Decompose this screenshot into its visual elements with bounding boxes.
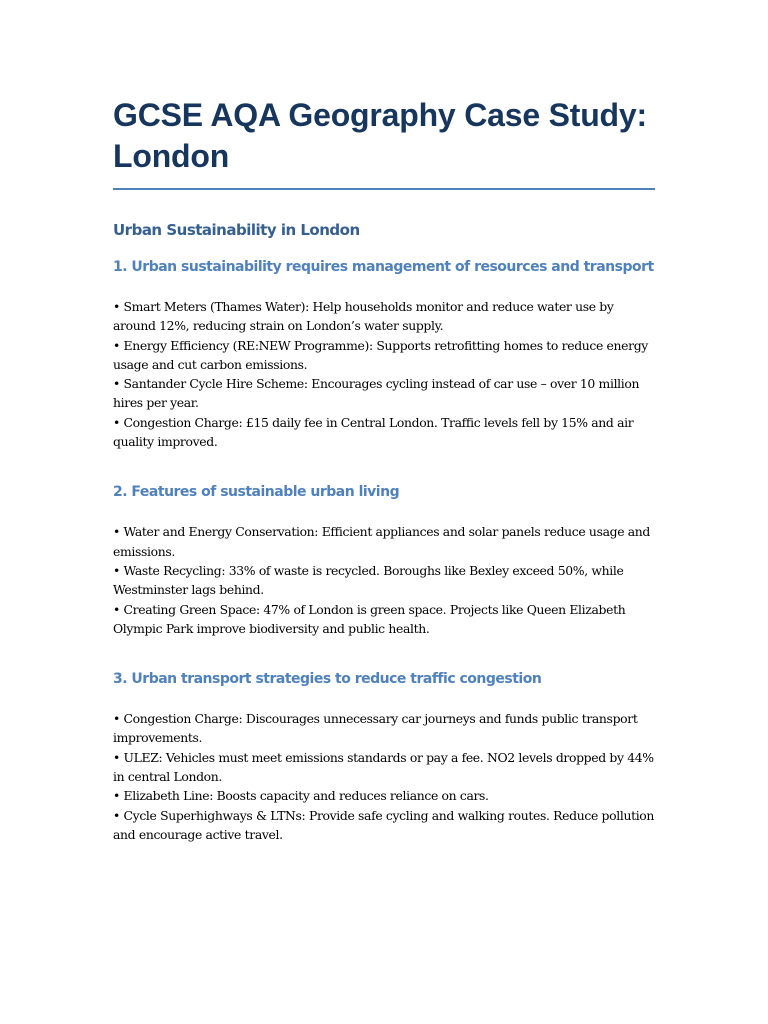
bullet-list: [113, 522, 658, 638]
list-item: • Smart Meters (Thames Water): Help households monitor and reduce water use by around 12%, reducing strain on London’s water supply.: [113, 299, 614, 334]
section-transport-strategies: [113, 669, 658, 844]
section-sustainable-living: [113, 482, 658, 638]
section-heading: 1. Urban sustainability requires management of resources and transport: [113, 259, 654, 275]
list-item: • Energy Efficiency (RE:NEW Programme): Supports retrofitting homes to reduce energy usage and cut carbon emissions.: [113, 337, 648, 372]
list-item: • Congestion Charge: Discourages unnecessary car journeys and funds public transport improvements.: [113, 711, 638, 746]
bullet-list: [113, 297, 658, 451]
list-item: • Waste Recycling: 33% of waste is recycled. Boroughs like Bexley exceed 50%, while Westminster lags behind.: [113, 562, 624, 598]
section-heading: 2. Features of sustainable urban living: [113, 484, 400, 501]
document-subtitle: Urban Sustainability in London: [113, 221, 360, 239]
document-page: [113, 0, 658, 844]
section-resources-transport: [113, 257, 658, 451]
title-underline: [113, 188, 655, 190]
list-item: • Water and Energy Conservation: Efficient appliances and solar panels reduce usage and emissions.: [113, 524, 651, 559]
list-item: • ULEZ: Vehicles must meet emissions standards or pay a fee. NO2 levels dropped by 44% in central London.: [113, 749, 654, 785]
document-title: GCSE AQA Geography Case Study: London: [113, 97, 647, 174]
list-item: • Cycle Superhighways & LTNs: Provide safe cycling and walking routes. Reduce pollution and encourage active travel.: [113, 807, 655, 842]
list-item: • Congestion Charge: £15 daily fee in Central London. Traffic levels fell by 15% and air quality improved.: [113, 414, 634, 450]
section-heading: 3. Urban transport strategies to reduce traffic congestion: [113, 671, 542, 688]
list-item: • Creating Green Space: 47% of London is green space. Projects like Queen Elizabeth Olympic Park improve biodiversity and public health.: [113, 601, 626, 636]
list-item: • Santander Cycle Hire Scheme: Encourages cycling instead of car use – over 10 million hires per year.: [113, 376, 640, 411]
list-item: • Elizabeth Line: Boosts capacity and reduces reliance on cars.: [113, 788, 489, 804]
bullet-list: [113, 709, 658, 844]
